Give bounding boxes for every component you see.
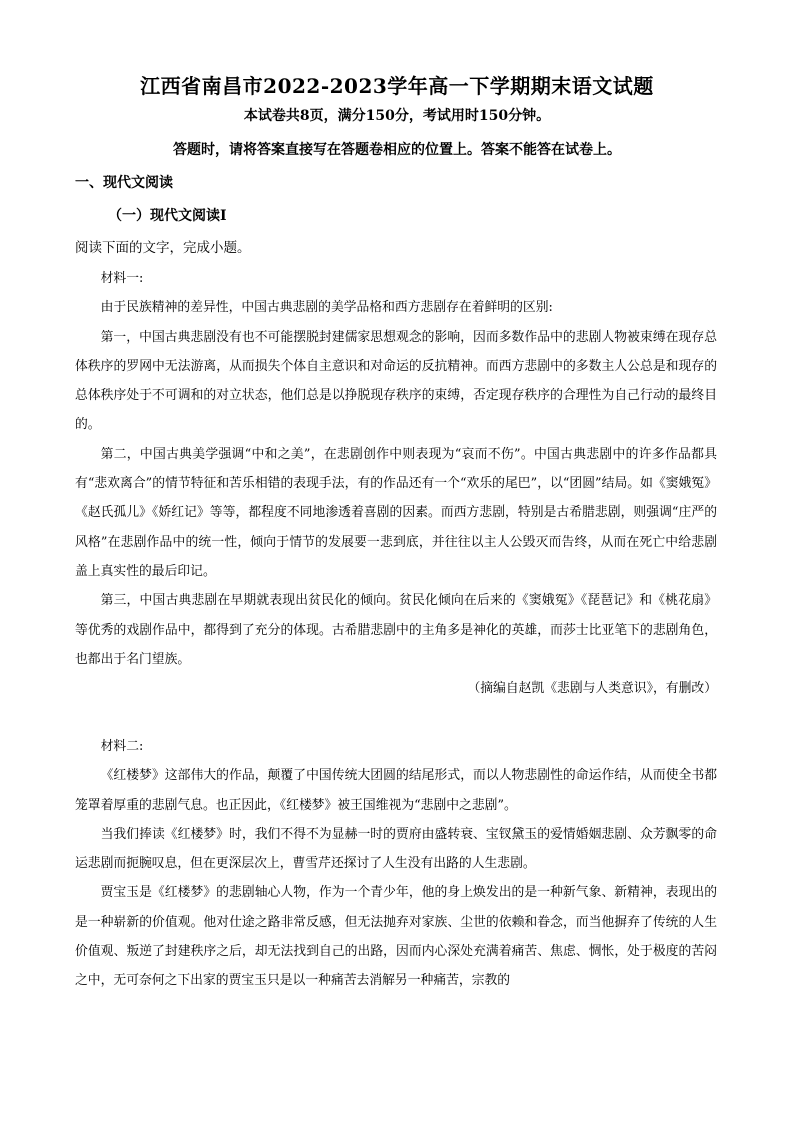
material-two <box>75 732 717 996</box>
paragraph: 第一，中国古典悲剧没有也不可能摆脱封建儒家思想观念的影响，因而多数作品中的悲剧人物被束缚在现存总体秩序的罗网中无法游离，从而损失个体自主意识和对命运的反抗精神。而西方悲剧中的多数主人公总是和现存的总体秩序处于不可调和的对立状态，他们总是以挣脱现存秩序的束缚，否定现存秩序的合理性为自己行动的最终目的。 <box>75 329 717 433</box>
paragraph: 第二，中国古典美学强调“中和之美”，在悲剧创作中则表现为“哀而不伤”。中国古典悲剧中的许多作品都具有“悲欢离合”的情节特征和苦乐相错的表现手法，有的作品还有一个“欢乐的尾巴”，以“团圆”结局。如《窦娥冤》《赵氏孤儿》《娇红记》等等，都程度不同地渗透着喜剧的因素。而西方悲剧，特别是古希腊悲剧，则强调“庄严的风格”在悲剧作品中的统一性，倾向于情节的发展要一悲到底，并往往以主人公毁灭而告终，从而在死亡中给悲剧盖上真实性的最后印记。 <box>75 446 717 579</box>
paragraph: 第三，中国古典悲剧在早期就表现出贫民化的倾向。贫民化倾向在后来的《窦娥冤》《琵琶记》和《桃花扇》等优秀的戏剧作品中，都得到了充分的体现。古希腊悲剧中的主角多是神化的英雄，而莎士比亚笔下的悲剧角色，也都出于名门望族。 <box>75 593 717 667</box>
exam-title: 江西省南昌市2022-2023学年高一下学期期末语文试题 <box>140 74 654 98</box>
paragraph: 当我们捧读《红楼梦》时，我们不得不为显赫一时的贾府由盛转衰、宝钗黛玉的爱情婚姻悲剧、众芳飘零的命运悲剧而扼腕叹息，但在更深层次上，曹雪芹还探讨了人生没有出路的人生悲剧。 <box>75 826 717 872</box>
material-one <box>75 264 717 703</box>
subsection-heading: （一）现代文阅读Ⅰ <box>108 208 227 224</box>
exam-info: 本试卷共8页，满分150分，考试用时150分钟。 <box>243 108 551 124</box>
paragraph: 《红楼梦》这部伟大的作品，颠覆了中国传统大团圆的结尾形式，而以人物悲剧性的命运作结，从而使全书都笼罩着厚重的悲剧气息。也正因此，《红楼梦》被王国维视为“悲剧中之悲剧”。 <box>75 768 717 813</box>
material-two-label: 材料二: <box>100 739 144 754</box>
section-heading: 一、现代文阅读 <box>75 175 173 191</box>
paragraph: 由于民族精神的差异性，中国古典悲剧的美学品格和西方悲剧存在着鲜明的区别: <box>100 300 553 316</box>
exam-instruction: 答题时，请将答案直接写在答题卷相应的位置上。答案不能答在试卷上。 <box>173 142 621 158</box>
source-citation: （摘编自赵凯《悲剧与人类意识》，有删改） <box>467 681 717 697</box>
reading-prompt: 阅读下面的文字，完成小题。 <box>75 240 251 256</box>
material-one-label: 材料一: <box>100 271 144 286</box>
paragraph: 贾宝玉是《红楼梦》的悲剧轴心人物，作为一个青少年，他的身上焕发出的是一种新气象、新精神，表现出的是一种崭新的价值观。他对仕途之路非常反感，但无法抛弃对家族、尘世的依赖和眷念，而当他摒弃了传统的人生价值观、叛逆了封建秩序之后，却无法找到自己的出路，因而内心深处充满着痛苦、焦虑、惆怅，处于极度的苦闷之中，无可奈何之下出家的贾宝玉只是以一种痛苦去消解另一种痛苦，宗教的 <box>75 885 717 989</box>
